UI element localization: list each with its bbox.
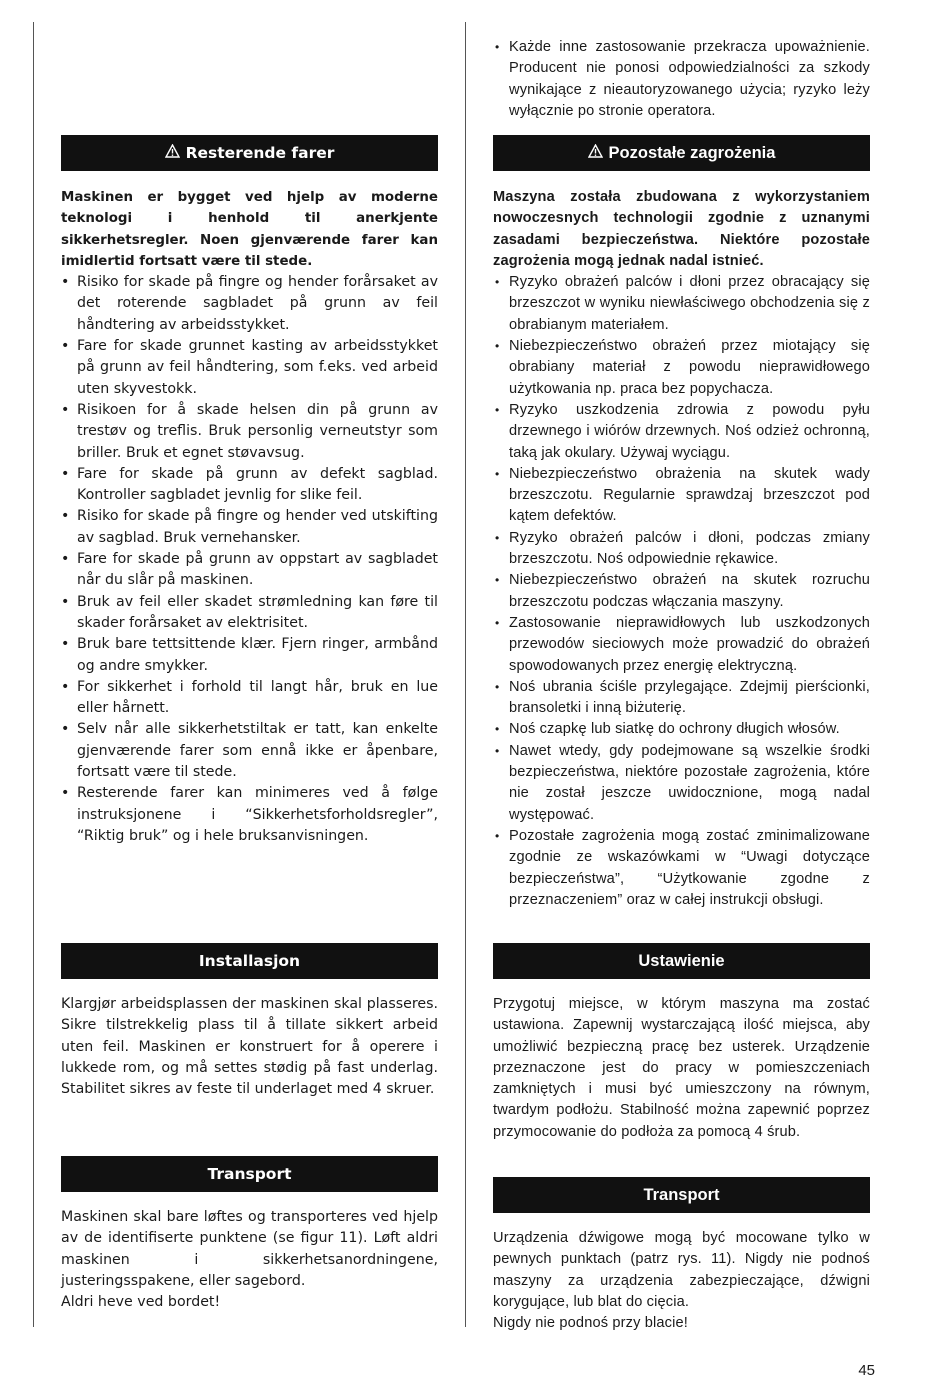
- warning-triangle-icon: [165, 144, 180, 162]
- list-item: • Pozostałe zagrożenia mogą zostać zminimalizowane zgodnie ze wskazówkami w “Uwagi dotyczące bezpieczeństwa”, “Użytkowanie zgodne z przeznaczeniem” oraz w całej instrukcji obsługi.: [493, 826, 870, 911]
- center-divider-line: [465, 22, 466, 1327]
- list-item: • Selv når alle sikkerhetstiltak er tatt, kan enkelte gjenværende farer som ennå ikke er åpenbare, fortsatt være til stede.: [61, 719, 438, 783]
- list-item: • Zastosowanie nieprawidłowych lub uszkodzonych przewodów sieciowych może prowadzić do obrażeń spowodowanych przez energię elektryczną.: [493, 613, 870, 677]
- warning-triangle-icon: [588, 144, 603, 163]
- list-item: • Risiko for skade på fingre og hender ved utskifting av sagblad. Bruk vernehansker.: [61, 506, 438, 549]
- list-item: • Nawet wtedy, gdy podejmowane są wszelkie środki bezpieczeństwa, niektóre pozostałe zagrożenia, które nie został jeszcze uwidocznione, mogą nadal występować.: [493, 741, 870, 826]
- list-item: • Risiko for skade på fingre og hender forårsaket av det roterende sagbladet på grunn av feil håndtering av arbeidsstykket.: [61, 272, 438, 336]
- transport-heading-pl: [493, 1177, 870, 1213]
- right-column: [493, 135, 870, 911]
- list-item: • Fare for skade på grunn av defekt sagblad. Kontroller sagbladet jevnlig for slike feil.: [61, 464, 438, 507]
- list-item: • Każde inne zastosowanie przekracza upoważnienie. Producent nie ponosi odpowiedzialności za szkody wynikające z nieautoryzowanego użycia; ryzyko leży wyłącznie po stronie operatora.: [493, 37, 870, 122]
- list-item: • Ryzyko obrażeń palców i dłoni, podczas zmiany brzeszczotu. Noś odpowiednie rękawice.: [493, 528, 870, 571]
- installation-text-no: Klargjør arbeidsplassen der maskinen skal plasseres. Sikre tilstrekkelig plass til å tillate sikkert arbeid uten feil. Maskinen er konstruert for å operere i lukkede rom, og må settes stødig på fast underlag. Stabilitet sikres av feste til underlaget med 4 skruer.: [61, 996, 438, 1098]
- installation-title-pl: Ustawienie: [638, 951, 725, 970]
- hazards-list-no: [61, 272, 438, 847]
- list-item: • Noś czapkę lub siatkę do ochrony długich włosów.: [493, 719, 870, 740]
- list-item: • Bruk av feil eller skadet strømledning kan føre til skader forårsaket av elektrisitet.: [61, 592, 438, 635]
- transport-text-pl: Urządzenia dźwigowe mogą być mocowane tylko w pewnych punktach (patrz rys. 11). Nigdy nie podnoś maszyny za urządzenia zabezpieczające, dźwigni korygujące, lub blat do cięcia.: [493, 1230, 870, 1310]
- hazards-heading-no: [61, 135, 438, 171]
- list-item: • Resterende farer kan minimeres ved å følge instruksjonene i “Sikkerhetsforholdsregler”, “Riktig bruk” og i hele bruksanvisningen.: [61, 783, 438, 847]
- list-item: • Noś ubrania ściśle przylegające. Zdejmij pierścionki, bransoletki i inną biżuterię.: [493, 677, 870, 720]
- hazards-title-pl: Pozostałe zagrożenia: [608, 143, 776, 162]
- transport-heading-no: [61, 1156, 438, 1192]
- right-top-item: [493, 37, 870, 122]
- list-item: • Bruk bare tettsittende klær. Fjern ringer, armbånd og andre smykker.: [61, 634, 438, 677]
- list-item: • Ryzyko uszkodzenia zdrowia z powodu pyłu drzewnego i wiórów drzewnych. Noś odzież ochronną, taką jak okulary. Używaj wyciągu.: [493, 400, 870, 464]
- left-installation-section: [61, 943, 438, 1100]
- page-number: 45: [858, 1362, 875, 1379]
- transport-text-no: Maskinen skal bare løftes og transporteres ved hjelp av de identifiserte punktene (se figur 11). Løft aldri maskinen i sikkerhetsanordningene, justeringsspakene, eller sagebord.: [61, 1209, 438, 1289]
- right-installation-section: [493, 943, 870, 1143]
- left-margin-line: [33, 22, 34, 1327]
- list-item: • Fare for skade på grunn av oppstart av sagbladet når du slår på maskinen.: [61, 549, 438, 592]
- transport-text2-no: Aldri heve ved bordet!: [61, 1294, 221, 1311]
- transport-title-no: Transport: [207, 1165, 292, 1183]
- installation-text-pl: Przygotuj miejsce, w którym maszyna ma zostać ustawiona. Zapewnij wystarczającą ilość miejsca, aby umożliwić bezpieczną pracę bez usterek. Urządzenie przeznaczone jest do pracy w pomieszczeniach zamkniętych i musi być umieszczony na równym, twardym podłożu. Stabilność można zapewnić poprzez przymocowanie do podłoża za pomocą 4 śrub.: [493, 996, 870, 1140]
- hazards-intro-pl: Maszyna została zbudowana z wykorzystaniem nowoczesnych technologii zgodnie z uznanymi zasadami bezpieczeństwa. Niektóre pozostałe zagrożenia mogą jednak nadal istnieć.: [493, 189, 870, 269]
- hazards-title-no: Resterende farer: [185, 144, 335, 162]
- list-item: • For sikkerhet i forhold til langt hår, bruk en lue eller hårnett.: [61, 677, 438, 720]
- hazards-heading-pl: [493, 135, 870, 171]
- right-transport-section: [493, 1177, 870, 1334]
- list-item: • Ryzyko obrażeń palców i dłoni przez obracający się brzeszczot w wyniku niewłaściwego obchodzenia się z obrabianym materiałem.: [493, 272, 870, 336]
- installation-heading-no: [61, 943, 438, 979]
- transport-text2-pl: Nigdy nie podnoś przy blacie!: [493, 1315, 688, 1332]
- list-item: • Niebezpieczeństwo obrażeń na skutek rozruchu brzeszczotu podczas włączania maszyny.: [493, 570, 870, 613]
- transport-title-pl: Transport: [643, 1185, 720, 1204]
- left-column: [61, 135, 438, 847]
- hazards-intro-no: Maskinen er bygget ved hjelp av moderne teknologi i henhold til anerkjente sikkerhetsregler. Noen gjenværende farer kan imidlertid fortsatt være til stede.: [61, 190, 438, 269]
- installation-heading-pl: [493, 943, 870, 979]
- installation-title-no: Installasjon: [198, 952, 301, 970]
- list-item: • Niebezpieczeństwo obrażenia na skutek wady brzeszczotu. Regularnie sprawdzaj brzeszczot pod kątem defektów.: [493, 464, 870, 528]
- list-item: • Niebezpieczeństwo obrażeń przez miotający się obrabiany materiał z powodu nieprawidłowego użytkowania np. praca bez popychacza.: [493, 336, 870, 400]
- list-item: • Risikoen for å skade helsen din på grunn av trestøv og treflis. Bruk personlig verneutstyr som briller. Bruk et egnet støvavsug.: [61, 400, 438, 464]
- list-item: • Fare for skade grunnet kasting av arbeidsstykket på grunn av feil håndtering, som f.eks. ved arbeid uten skyvestokk.: [61, 336, 438, 400]
- left-transport-section: [61, 1156, 438, 1313]
- hazards-list-pl: [493, 272, 870, 911]
